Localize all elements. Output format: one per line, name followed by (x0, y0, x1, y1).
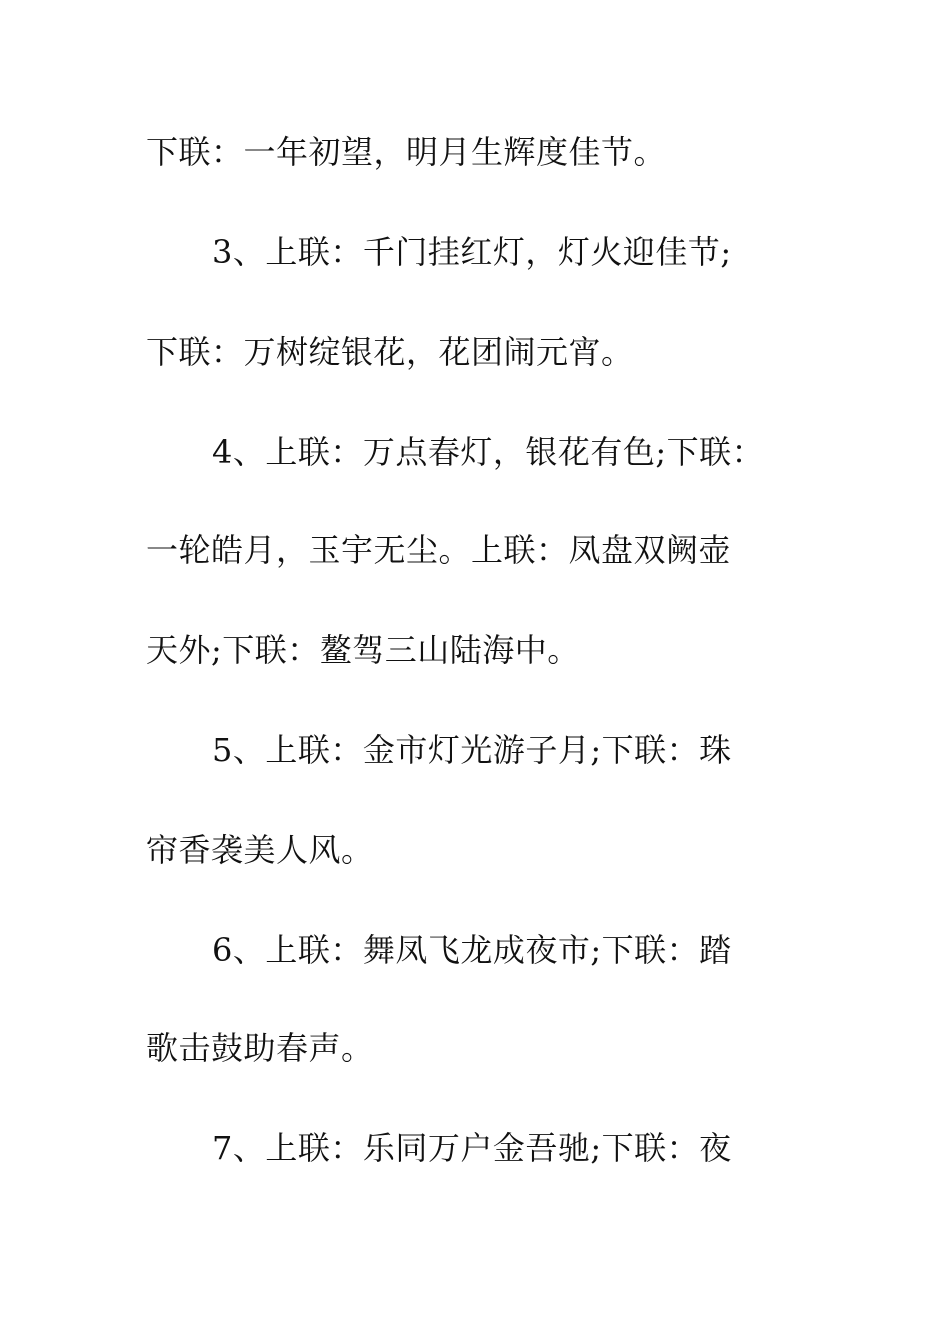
text-line: 帘香袭美人风。 (146, 831, 374, 869)
text-line: 6、上联：舞凤飞龙成夜市;下联：踏 (212, 931, 732, 969)
text-line: 一轮皓月，玉宇无尘。上联：凤盘双阙壶 (146, 531, 732, 569)
text-line: 下联：万树绽银花，花团闹元宵。 (146, 333, 634, 371)
text-line: 5、上联：金市灯光游子月;下联：珠 (212, 731, 732, 769)
text-line: 4、上联：万点春灯，银花有色;下联： (212, 433, 765, 471)
text-line: 下联：一年初望，明月生辉度佳节。 (146, 133, 667, 171)
text-line: 天外;下联：鳌驾三山陆海中。 (146, 631, 580, 669)
text-line: 歌击鼓助春声。 (146, 1029, 374, 1067)
text-line: 7、上联：乐同万户金吾驰;下联：夜 (212, 1129, 732, 1167)
text-line: 3、上联：千门挂红灯，灯火迎佳节; (212, 233, 732, 271)
